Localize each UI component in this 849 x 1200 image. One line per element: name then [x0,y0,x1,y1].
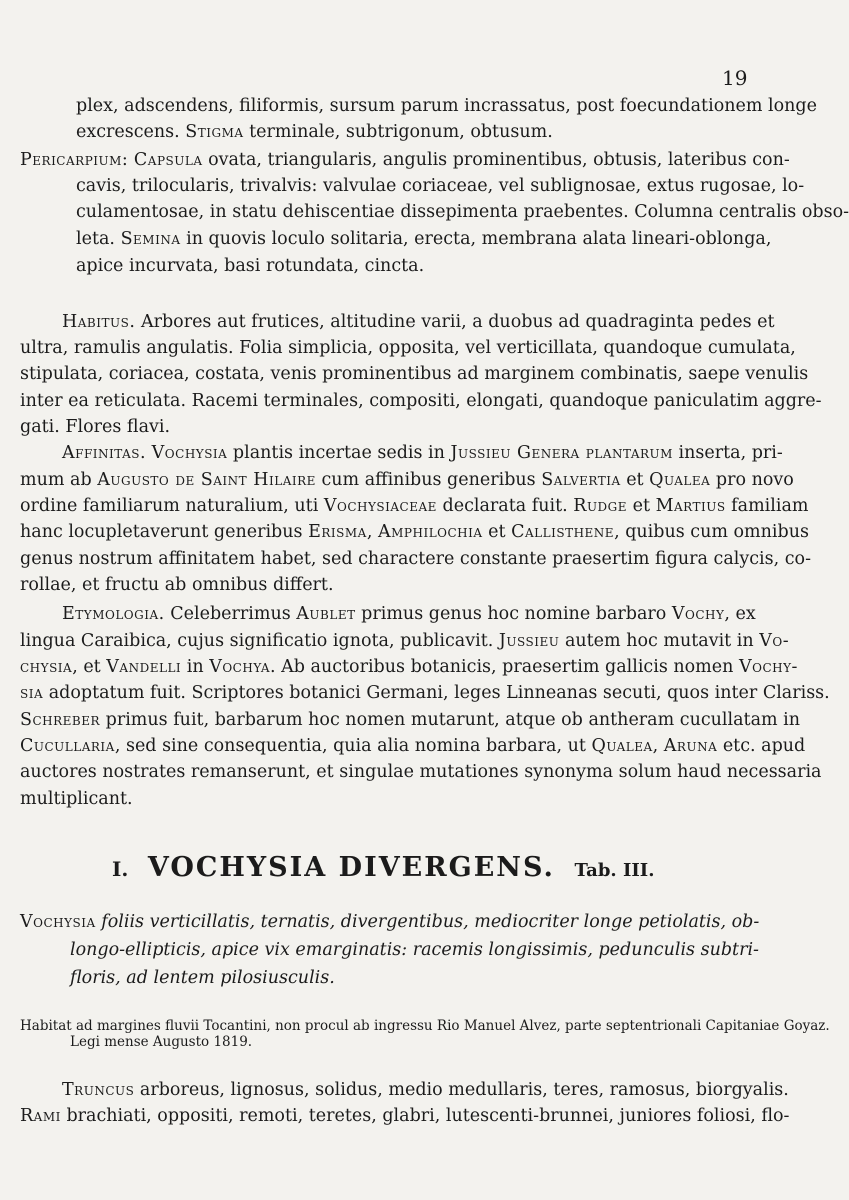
text-line [62,604,756,624]
text: arboreus, lignosus, solidus, medio medullaris, teres, ramosus, biorgyalis. [139,1080,789,1100]
genus-name: Vochya [209,657,270,677]
text-line [20,364,808,384]
text: Celeberrimus [170,604,291,624]
text-line [20,736,805,756]
text: , et [72,657,101,677]
text: , quibus cum omnibus [614,522,809,542]
text-line [76,176,804,196]
text-line [20,150,790,170]
text-line [20,683,830,703]
text: plex, adscendens, filiformis, sursum parum incrassatus, post foecundationem longe [76,96,817,116]
plate-reference: Tab. III. [574,860,655,881]
section-label: Habitus. [62,312,136,332]
text: , ex [724,604,756,624]
text: lingua Caraibica, cujus significatio ignota, publicavit. [20,631,494,651]
section-label: Affinitas. [62,443,147,463]
text: floris, ad lentem pilosiusculis. [70,968,335,988]
text: apice incurvata, basi rotundata, cincta. [76,256,425,276]
text: et [626,470,644,490]
species-title: VOCHYSIA DIVERGENS. [147,852,555,883]
text-line [76,229,771,249]
author-name: Martius [655,496,726,516]
text: longo-ellipticis, apice vix emarginatis: racemis longissimis, pedunculis subtri- [70,940,759,960]
text: terminale, subtrigonum, obtusum. [249,122,553,142]
text-line [62,1080,789,1100]
text: et [632,496,650,516]
text-line [20,762,821,782]
text-line [20,496,808,516]
text-line [20,522,809,542]
text: etc. apud [722,736,806,756]
genus-name: Vochy [671,604,725,624]
page-number: 19 [722,66,748,90]
genus-name: Salvertia [541,470,621,490]
text: brachiati, oppositi, remoti, teretes, glabri, lutescenti-brunnei, juniores foliosi, flo- [66,1106,790,1126]
author-name: Schreber [20,710,101,730]
term-label: Rami [20,1106,61,1126]
text-line [76,122,553,142]
text-line [20,417,170,437]
genus-name: Amphilochia [377,522,483,542]
text-line [76,256,424,276]
diagnosis-line [20,912,759,932]
genus-name: Qualea [649,470,711,490]
text-line [76,202,849,222]
text: excrescens. [76,122,180,142]
text: , [652,736,659,756]
text: in quovis loculo solitaria, erecta, membrana alata lineari-oblonga, [186,229,772,249]
species-number: I. [112,857,129,881]
genus-name: chysia [20,657,73,677]
text: cavis, trilocularis, trivalvis: valvulae coriaceae, vel sublignosae, extus rugosae, lo- [76,176,805,196]
text: , sed sine consequentia, quia alia nomina barbara, ut [114,736,586,756]
family-name: Vochysiaceae [323,496,437,516]
author-name: Augusto de Saint Hilaire [97,470,316,490]
genus-name: Vo- [759,631,790,651]
text: foliis verticillatis, ternatis, divergentibus, mediocriter longe petiolatis, ob- [101,912,760,932]
genus-name: Vochysia [151,443,228,463]
diagnosis-line [70,968,335,988]
text: gati. Flores flavi. [20,417,171,437]
text: pro novo [715,470,794,490]
author-name: Aublet [296,604,356,624]
text-line [20,338,796,358]
author-name: Vandelli [106,657,182,677]
section-label: Etymologia. [62,604,165,624]
text: ovata, triangularis, angulis prominentibus, obtusis, lateribus con- [208,150,790,170]
text-line [20,549,811,569]
genus-name: Aruna [663,736,718,756]
text: hanc locupletaverunt generibus [20,522,303,542]
text: declarata fuit. [442,496,568,516]
text: inter ea reticulata. Racemi terminales, compositi, elongati, quandoque paniculatim aggre- [20,391,822,411]
text-line [20,789,133,809]
text: Habitat ad margines fluvii Tocantini, non procul ab ingressu Rio Manuel Alvez, parte septentrionali Capitaniae Goyaz. [20,1018,830,1034]
section-label: Pericarpium: [20,150,129,170]
text-line [20,575,334,595]
text-line [20,710,800,730]
text: plantis incertae sedis in [232,443,445,463]
text: Arbores aut frutices, altitudine varii, a duobus ad quadraginta pedes et [140,312,775,332]
genus-name: Vochy- [738,657,798,677]
text-line [20,631,789,651]
text: primus genus hoc nomine barbaro [361,604,667,624]
reference-name: Jussieu Genera plantarum [450,443,673,463]
text: Legi mense Augusto 1819. [70,1034,253,1050]
text: ordine familiarum naturalium, uti [20,496,319,516]
author-name: Rudge [573,496,628,516]
text: familiam [731,496,809,516]
genus-name: Callisthene [511,522,615,542]
text: . Ab auctoribus botanicis, praesertim gallicis nomen [269,657,734,677]
diagnosis-line [70,940,759,960]
term-label: Truncus [62,1080,135,1100]
text: inserta, pri- [678,443,783,463]
term-label: Capsula [133,150,203,170]
text: auctores nostrates remanserunt, et singulae mutationes synonyma solum haud necessaria [20,762,822,782]
text: genus nostrum affinitatem habet, sed charactere constante praesertim figura calycis, co- [20,549,812,569]
text: ultra, ramulis angulatis. Folia simplicia, opposita, vel verticillata, quandoque cumulata, [20,338,796,358]
text: mum ab [20,470,92,490]
text-line [20,470,794,490]
text-line [20,1106,789,1126]
habitat-line [70,1034,252,1050]
text: leta. [76,229,115,249]
text-line [76,96,817,116]
text: adoptatum fuit. Scriptores botanici Germani, leges Linneanas secuti, quos inter Clariss. [48,683,830,703]
genus-name: Qualea [591,736,653,756]
text-line [62,443,783,463]
text: in [186,657,204,677]
habitat-line [20,1018,830,1034]
text: autem hoc mutavit in [564,631,754,651]
term-label: Semina [120,229,181,249]
text-line [62,312,775,332]
text-line [20,391,822,411]
text: stipulata, coriacea, costata, venis prominentibus ad marginem combinatis, saepe venulis [20,364,809,384]
text: , [366,522,373,542]
species-heading [112,852,672,883]
text: culamentosae, in statu dehiscentiae dissepimenta praebentes. Columna centralis obso- [76,202,849,222]
text-line [20,657,798,677]
text: et [488,522,506,542]
genus-name: Erisma [308,522,367,542]
text: rollae, et fructu ab omnibus differt. [20,575,334,595]
genus-name: Vochysia [20,912,96,932]
text: primus fuit, barbarum hoc nomen mutarunt, atque ob antheram cucullatam in [105,710,801,730]
author-name: Jussieu [498,631,560,651]
genus-name: sia [20,683,44,703]
text: multiplicant. [20,789,133,809]
genus-name: Cucullaria [20,736,115,756]
term-label: Stigma [185,122,244,142]
text: cum affinibus generibus [321,470,536,490]
